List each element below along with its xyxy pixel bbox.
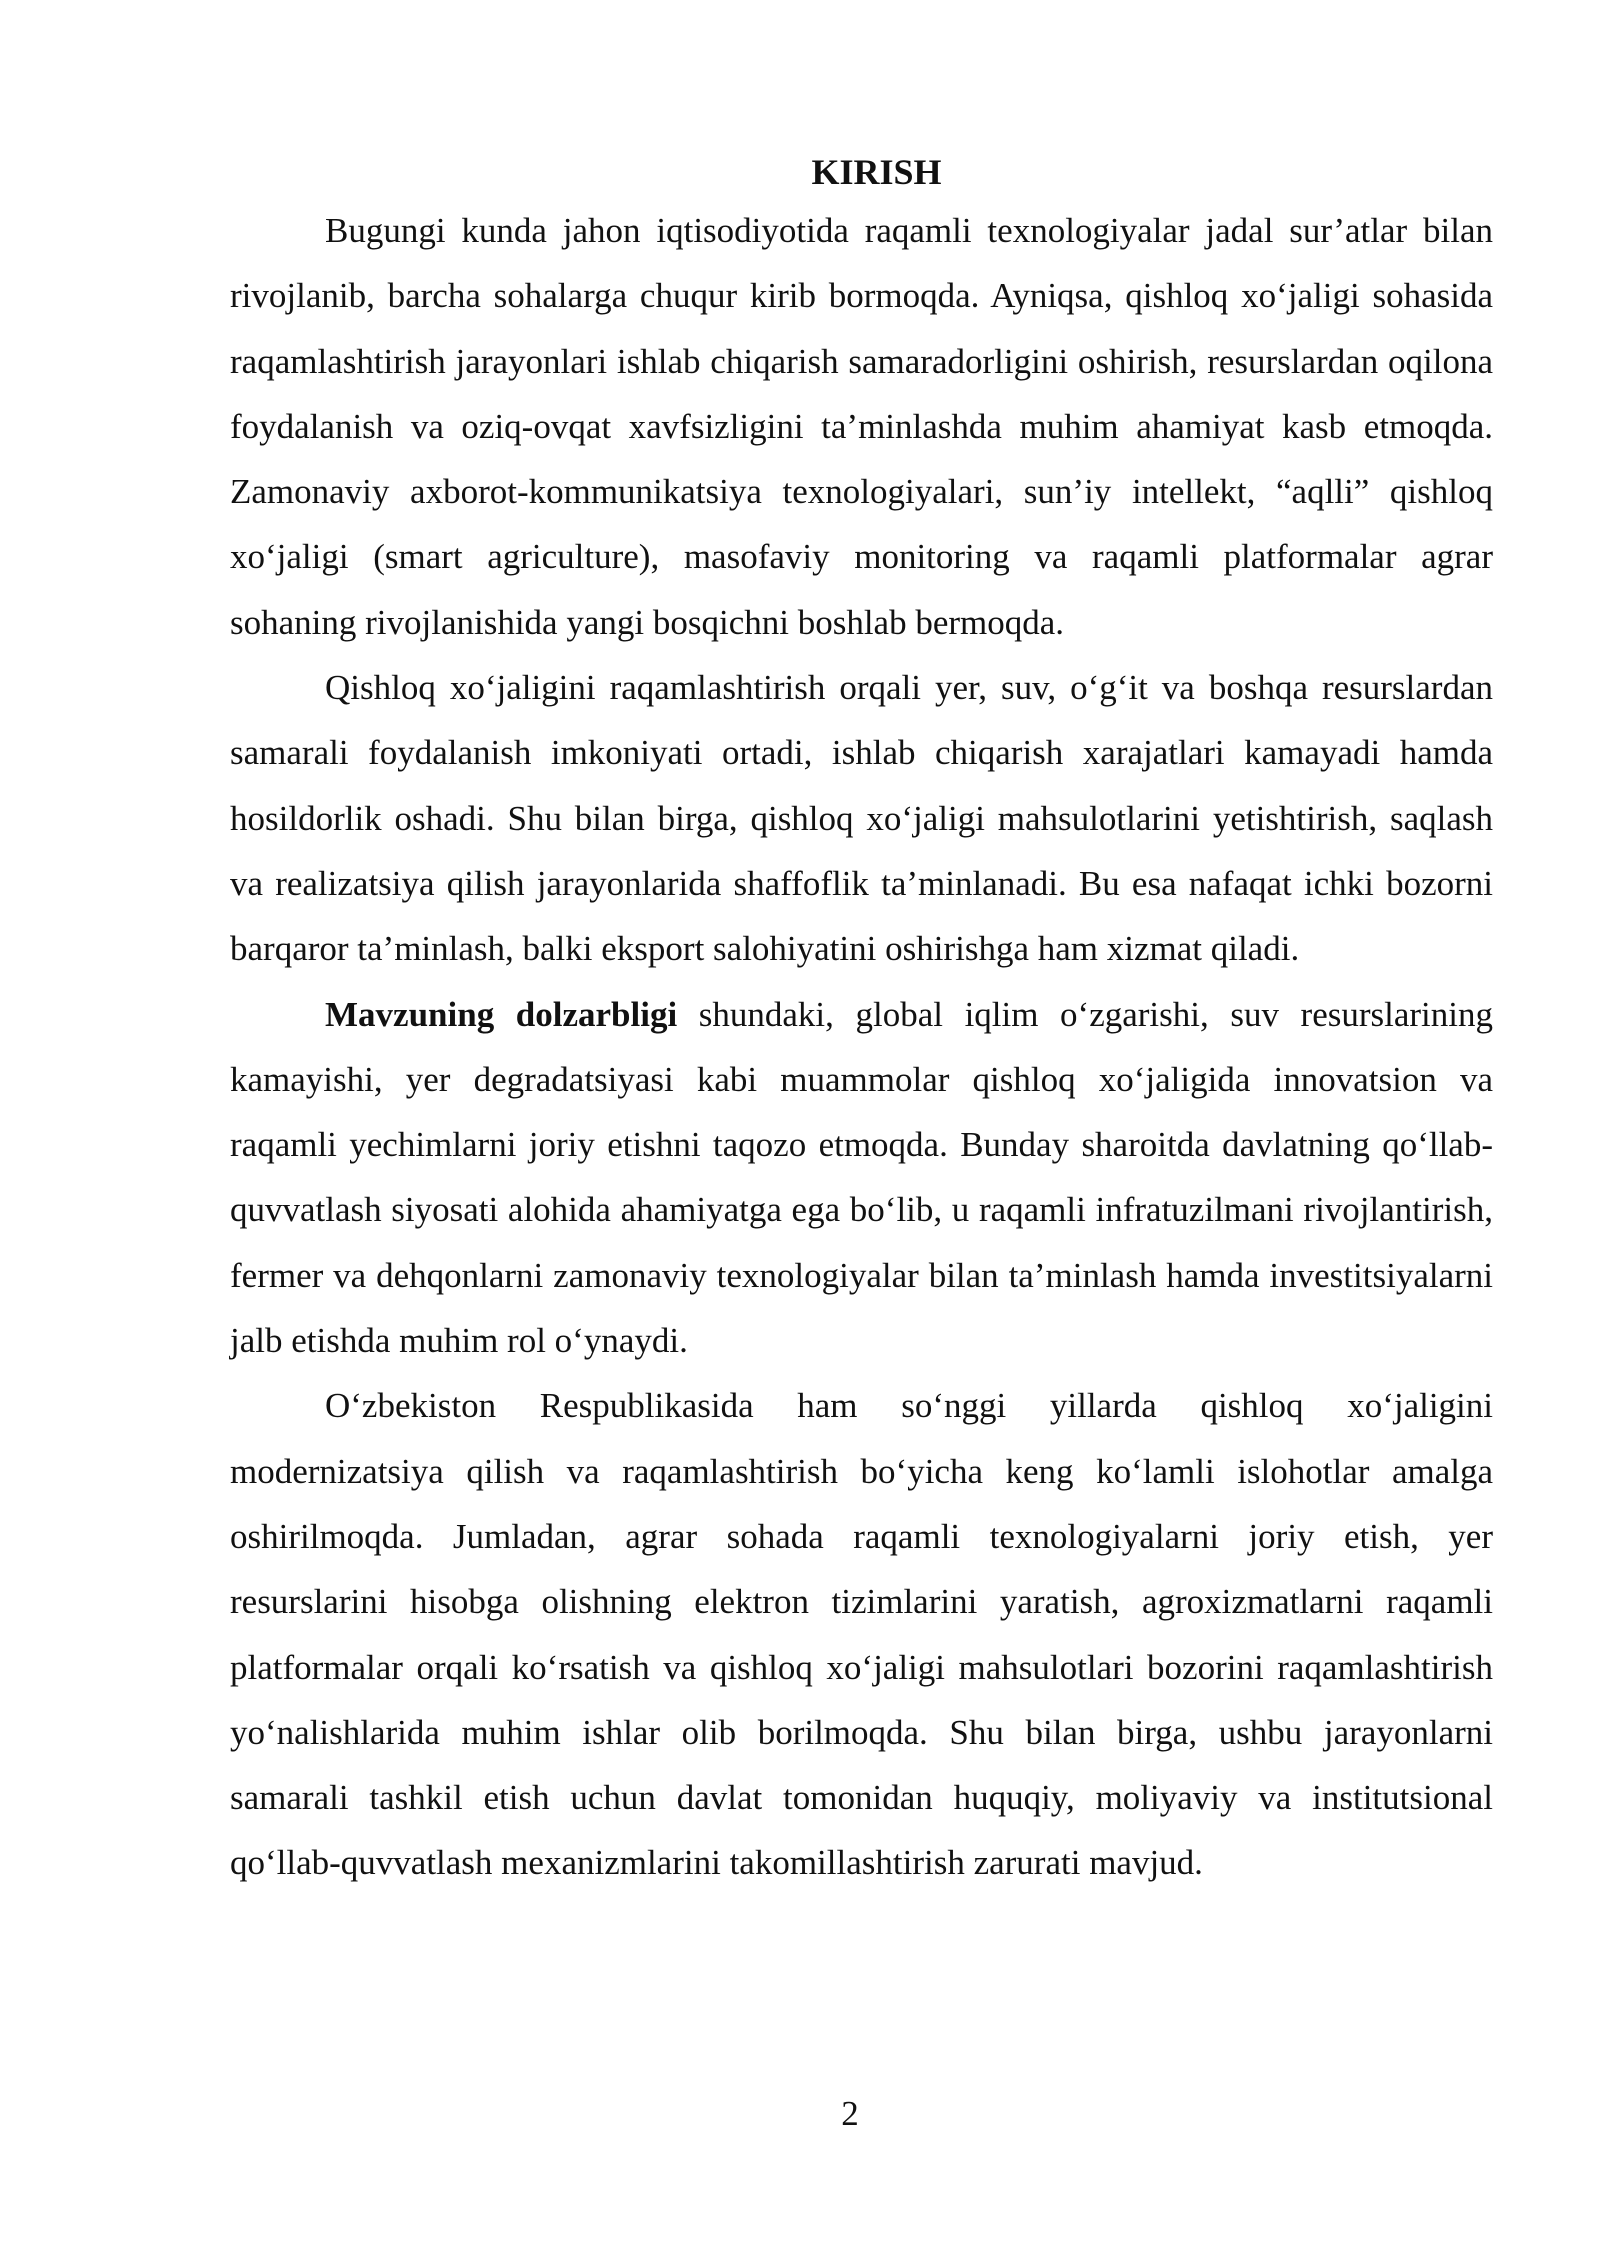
paragraph-3-text: shundaki, global iqlim o‘zgarishi, suv resurslarining kamayishi, yer degradatsiyasi kabi muammolar qishloq xo‘jaligida innovatsion va raqamli yechimlarni joriy etishni taqozo etmoqda. Bunday sharoitda davlatning qo‘llab-quvvatlash siyosati alohida ahamiyatga ega bo‘lib, u raqamli infratuzilmani rivojlantirish, fermer va dehqonlarni zamonaviy texnologiyalar bilan ta’minlash hamda investitsiyalarni jalb etishda muhim rol o‘ynaydi. — [230, 994, 1494, 1361]
paragraph-1-text: Bugungi kunda jahon iqtisodiyotida raqamli texnologiyalar jadal sur’atlar bilan rivojlanib, barcha sohalarga chuqur kirib bormoqda. Ayniqsa, qishloq xo‘jaligi sohasida raqamlashtirish jarayonlari ishlab chiqarish samaradorligini oshirish, resurslardan oqilona foydalanish va oziq-ovqat xavfsizligini ta’minlashda muhim ahamiyat kasb etmoqda. Zamonaviy axborot-kommunikatsiya texnologiyalari, sun’iy intellekt, “aqlli” qishloq xo‘jaligi (smart agriculture), masofaviy monitoring va raqamli platformalar agrar sohaning rivojlanishida yangi bosqichni boshlab bermoqda. — [230, 211, 1493, 642]
paragraph-4-text: O‘zbekiston Respublikasida ham so‘nggi yillarda qishloq xo‘jaligini modernizatsiya qilish va raqamlashtirish bo‘yicha keng ko‘lamli islohotlar amalga oshirilmoqda. Jumladan, agrar sohada raqamli texnologiyalarni joriy etish, yer resurslarini hisobga olishning elektron tizimlarini yaratish, agroxizmatlarni raqamli platformalar orqali ko‘rsatish va qishloq xo‘jaligi mahsulotlari bozorini raqamlashtirish yo‘nalishlarida muhim ishlar olib borilmoqda. Shu bilan birga, ushbu jarayonlarni samarali tashkil etish uchun davlat tomonidan huquqiy, moliyaviy va institutsional qo‘llab-quvvatlash mexanizmlarini takomillashtirish zarurati mavjud. — [230, 1386, 1493, 1883]
paragraph-4 — [230, 1373, 1493, 1895]
paragraph-3 — [230, 982, 1493, 1374]
paragraph-1 — [230, 198, 1493, 655]
paragraph-2 — [230, 655, 1493, 981]
paragraph-3-lead: Mavzuning dolzarbligi — [325, 994, 678, 1034]
page-content — [230, 146, 1493, 1896]
section-heading: KIRISH — [811, 152, 942, 192]
paragraph-2-text: Qishloq xo‘jaligini raqamlashtirish orqali yer, suv, o‘g‘it va boshqa resurslardan samarali foydalanish imkoniyati ortadi, ishlab chiqarish xarajatlari kamayadi hamda hosildorlik oshadi. Shu bilan birga, qishloq xo‘jaligi mahsulotlarini yetishtirish, saqlash va realizatsiya qilish jarayonlarida shaffoflik ta’minlanadi. Bu esa nafaqat ichki bozorni barqaror ta’minlash, balki eksport salohiyatini oshirishga ham xizmat qiladi. — [230, 668, 1493, 969]
page-number: 2 — [841, 2094, 859, 2133]
